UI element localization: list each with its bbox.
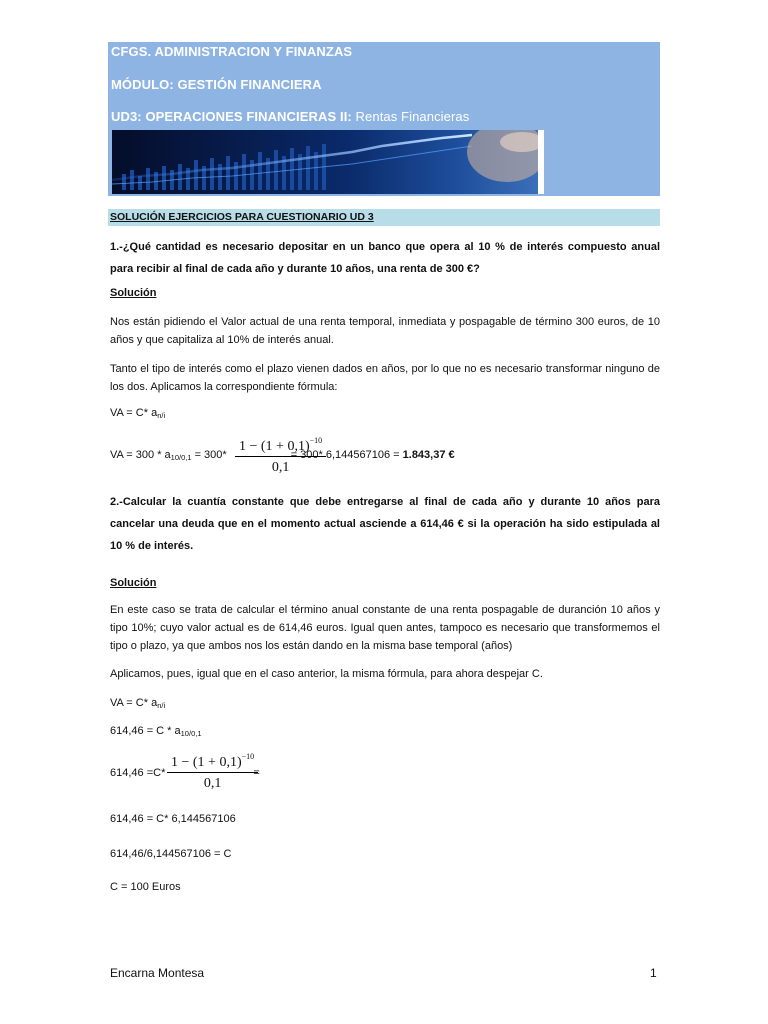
result-1: 1.843,37 € [402,449,455,461]
finance-banner-image [112,130,538,194]
annuity-fraction-1: $1 - (1 + 0,1)^{-10}$ 0,1 [235,436,326,476]
section-title: SOLUCIÓN EJERCICIOS PARA CUESTIONARIO UD 3 [110,211,374,223]
banner-divider [538,130,544,194]
solution-2-paragraph-2: Aplicamos, pues, igual que en el caso anterior, la misma fórmula, para ahora despejar C. [110,668,543,680]
solution-2-paragraph-1: En este caso se trata de calcular el término anual constante de una renta pospagable de duranción 10 años y tipo 10%; cuyo valor actual es de 614,46 euros. Igual quen antes, tampoco es necesario que transformemos el tipo o plazo, ya que ambos nos los están dando en la misma base temporal (años) [110,604,660,652]
footer-author: Encarna Montesa [110,966,205,980]
formula-va-calculation-1: VA = $300 * a_{10/0,1} = 300* = 300*$ 6,144567106 = 1.843,37 € [110,449,455,462]
formula-va-general-1: VA = C* $a_{n/i}$ [110,407,166,420]
formula-va-general-2: VA = C* $a_{n/i}$ [110,697,166,710]
question-2: 2.-Calcular la cuantía constante que debe entregarse al final de cada año y durante 10 años para cancelar una deuda que en el momento actual asciende a 614,46 € si la operación ha sido estipulada al 10 % de interés. [110,496,660,552]
formula-c-calculation-2: 614,46 =C* = [110,767,260,779]
formula-result-2: C = 100 Euros [110,881,181,893]
solution-1-paragraph-2: Tanto el tipo de interés como el plazo vienen dados en años, por lo que no es necesario transformar ninguno de los dos. Aplicamos la correspondiente fórmula: [110,363,660,393]
question-1: 1.-¿Qué cantidad es necesario depositar en un banco que opera al 10 % de interés compuesto anual para recibir al final de cada año y durante 10 años, una renta de 300 €? [110,241,660,275]
solution-2-label: Solución [110,577,157,589]
formula-substitution-2: $614,46 = C * a_{10/0,1}$ [110,725,202,738]
header-course: CFGS. ADMINISTRACION Y FINANZAS [111,44,353,59]
solution-1-paragraph-1: Nos están pidiendo el Valor actual de una renta temporal, inmediata y pospagable de término 300 euros, de 10 años y que capitaliza al 10% de interés anual. [110,316,660,346]
header-unit: UD3: OPERACIONES FINANCIERAS II: Rentas Financieras [111,109,470,124]
page-number: 1 [650,966,657,980]
annuity-fraction-2: $1 - (1 + 0,1)^{-10}$ 0,1 [167,752,258,792]
document-header [108,42,660,196]
formula-step-1: 614,46 = C* 6,144567106 [110,813,236,825]
section-title-bar [108,209,660,226]
solution-1-label: Solución [110,287,157,299]
formula-step-2: 614,46/6,144567106 = C [110,848,232,860]
header-module: MÓDULO: GESTIÓN FINANCIERA [111,77,322,92]
